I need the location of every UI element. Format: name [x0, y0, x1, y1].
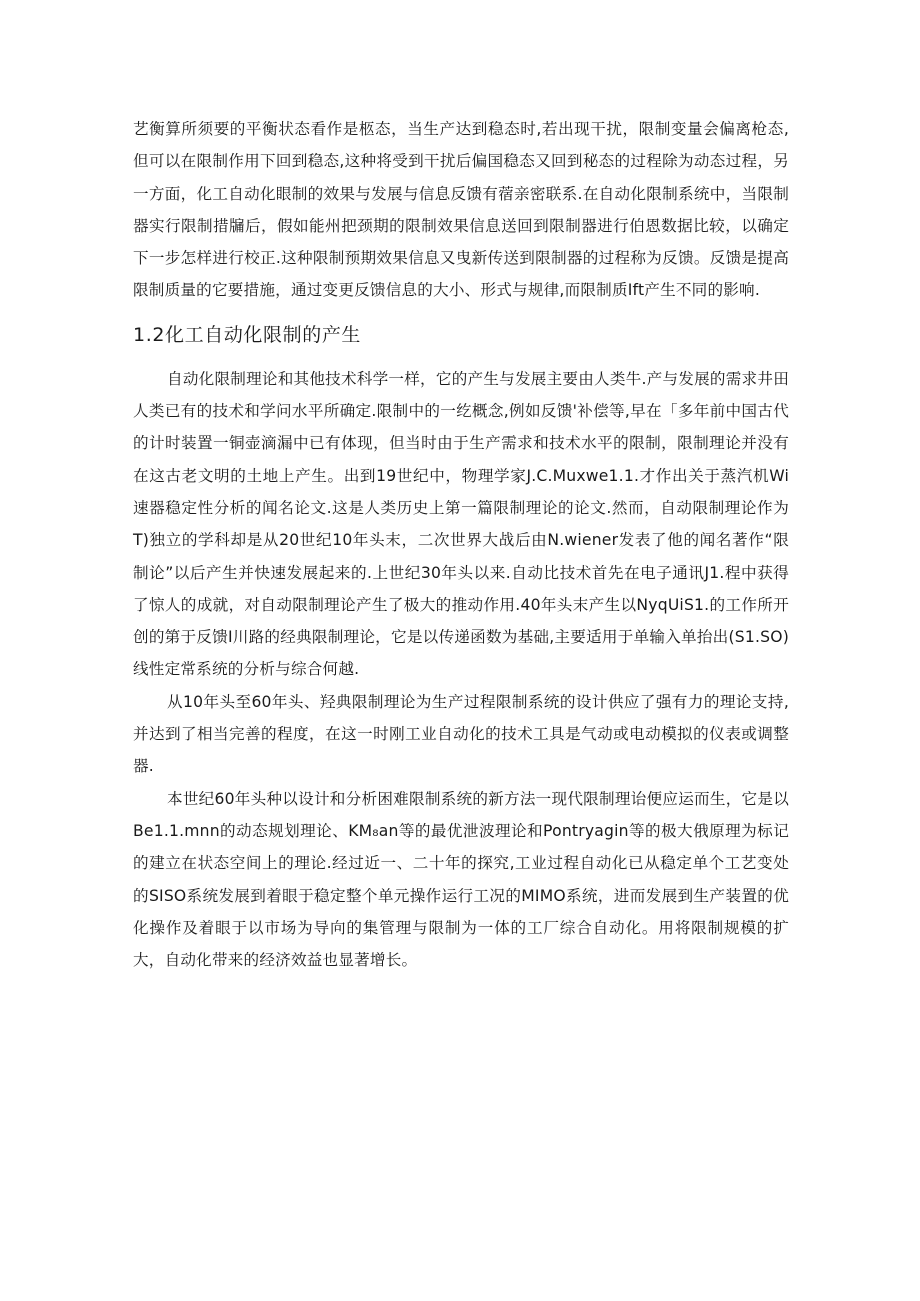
paragraph-modern-control: 本世纪60年头种以设计和分析困难限制系统的新方法一现代限制理诒便应运而生，它是以Be1.1.mnn的动态规划理论、KM₈an等的最优泄波理论和Pontryagin等的极大俄原理为标记的建立在状态空间上的理论.经过近一、二十年的探究,工业过程自动化已从稳定单个工艺变处的SISO系统发展到着眼于稳定整个单元操作运行工况的MIMO系统，进而发展到生产装置的优化操作及着眼于以市场为导向的集管理与限制为一体的工厂综合自动化。用将限制规模的扩大，自动化带来的经济效益也显著增长。 [133, 789, 789, 970]
paragraph-origin-of-control-theory: 自动化限制理论和其他技术科学一样，它的产生与发展主要由人类牛.产与发展的需求井田人类已有的技术和学问水平所确定.限制中的一纥概念,例如反馈'补偿等,早在「多年前中国古代的计时装置一铜壶滴漏中已有体现，但当时由于生产需求和技术水平的限制，限制理论并没有在这古老文明的土地上产生。出到19世纪中，物理学家J.C.Muxwe1.1.才作出关于蒸汽机Wi速器稳定性分析的闻名论文.这是人类历史上第一篇限制理论的论文.然而，自动限制理论作为T)独立的学科却是从20世纪10年头末，二次世界大战后由N.wiener发表了他的闻名著作“限制论”以后产生并快速发展起来的.上世纪30年头以来.自动比技术首先在电子通讯J1.程中获得了惊人的成就，对自动限制理论产生了极大的推动作用.40年头末产生以NyqUiS1.的工作所开创的第于反馈I川路的经典限制理论，它是以传递函数为基础,主要适用于单输入单抬出(S1.SO)线性定常系统的分析与综合何越. [133, 369, 789, 679]
paragraph-classical-control: 从10年头至60年头、羟典限制理论为生产过程限制系统的设计供应了强有力的理论支持,并达到了相当完善的程度，在这一时刚工业自动化的技术工具是气动或电动模拟的仪表或调整器. [133, 692, 789, 776]
section-heading: 1.2化工自动化限制的产生 [133, 323, 362, 346]
document-page [133, 113, 789, 976]
paragraph-dynamic-process: 艺衡算所须要的平衡状态看作是柩态，当生产达到稳态时,若出现干扰，限制变量会偏离枪态,但可以在限制作用下回到稳态,这种将受到干扰后偏国稳态又回到秘态的过程除为动态过程，另一方面，化工自动化眼制的效果与发展与信息反馈有蓿亲密联系.在自动化限制系统中，当限制器实行限制措牖后，假如能州把颈期的限制效果信息送回到限制器进行伯恩数据比较，以确定下一步怎样进行校正.这种限制预期效果信息又曳新传送到限制器的过程称为反馈。反馈是提高限制质量的它要措施，通过变更反馈信息的大小、形式与规律,而限制质Ift产生不同的影响. [133, 120, 789, 300]
